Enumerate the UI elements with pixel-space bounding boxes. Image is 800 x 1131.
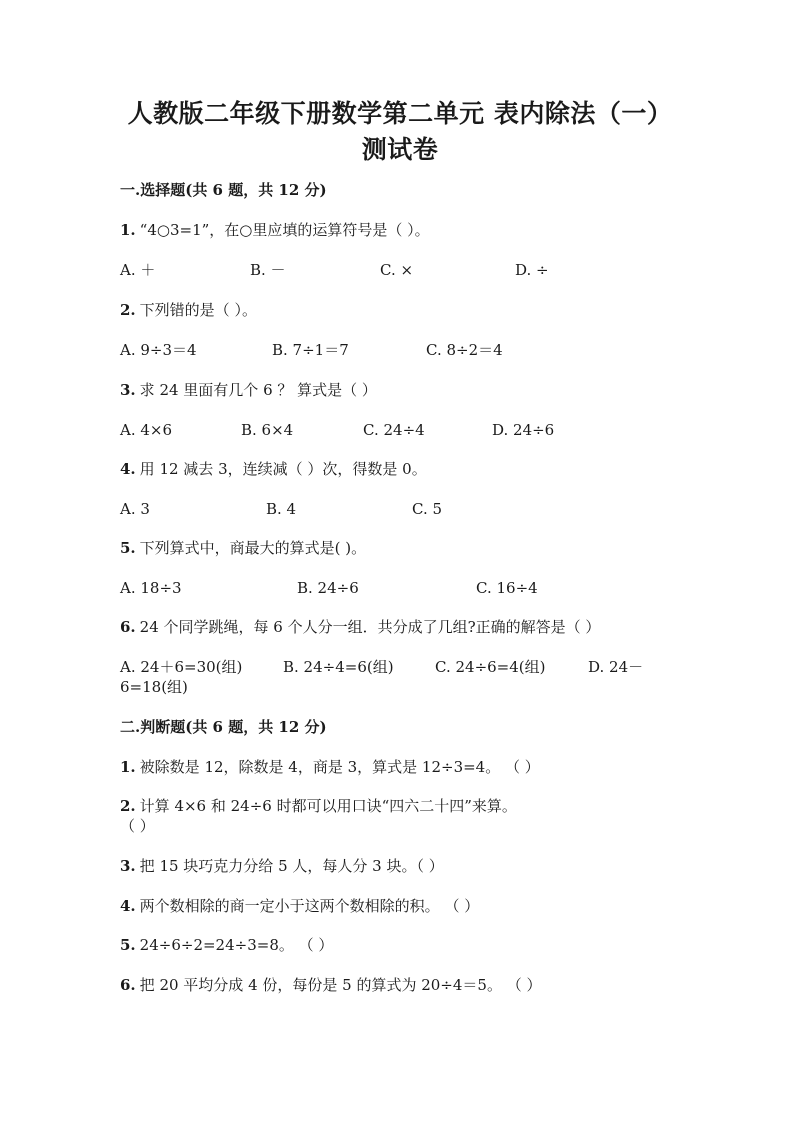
option-d: D. 24－ (588, 658, 644, 676)
option-b: B. 24÷6 (297, 579, 359, 597)
judgment-2 (120, 797, 517, 815)
question-text: 24 个同学跳绳，每 6 个人分一组．共分成了几组?正确的解答是（ ） (139, 618, 601, 636)
option-d-continued: 6=18(组) (120, 678, 188, 696)
judgment-3 (120, 857, 444, 875)
option-c: C. 5 (412, 500, 443, 518)
page-title: 人教版二年级下册数学第二单元 表内除法（一） (127, 99, 673, 128)
option-c: C. 24÷4 (363, 421, 425, 439)
question-number: 5. (120, 936, 136, 954)
question-text: 被除数是 12，除数是 4，商是 3，算式是 12÷3=4。 （ ） (139, 758, 540, 776)
section-header-judgment: 二.判断题(共 6 题，共 12 分) (120, 718, 327, 736)
option-d: D. 24÷6 (492, 421, 555, 439)
question-number: 1. (120, 758, 136, 776)
question-text: “4○3=1”，在○里应填的运算符号是（ ）。 (139, 221, 430, 239)
page-subtitle: 测试卷 (361, 135, 439, 164)
option-c: C. × (380, 261, 414, 279)
option-b: B. 4 (266, 500, 297, 518)
question-5 (120, 539, 366, 557)
section-header-choice: 一.选择题(共 6 题，共 12 分) (120, 181, 327, 199)
option-a: A. 9÷3＝4 (120, 341, 197, 359)
option-a: A. 24＋6=30(组) (120, 658, 243, 676)
question-3 (120, 381, 377, 399)
question-text: 用 12 减去 3，连续减（ ）次，得数是 0。 (139, 460, 427, 478)
question-text: 下列错的是（ ）。 (139, 301, 257, 319)
question-number: 6. (120, 976, 136, 994)
option-d: D. ÷ (515, 261, 549, 279)
question-text: 24÷6÷2=24÷3=8。 （ ） (139, 936, 334, 954)
question-4 (120, 460, 427, 478)
question-number: 1. (120, 221, 136, 239)
option-b: B. 7÷1＝7 (272, 341, 349, 359)
judgment-4 (120, 897, 479, 915)
question-number: 6. (120, 618, 136, 636)
question-number: 4. (120, 460, 136, 478)
question-number: 5. (120, 539, 136, 557)
question-number: 2. (120, 301, 136, 319)
option-b: B. 6×4 (241, 421, 294, 439)
judgment-6 (120, 976, 542, 994)
option-a: A. 4×6 (120, 421, 173, 439)
option-c: C. 24÷6=4(组) (435, 658, 546, 676)
question-1 (120, 221, 430, 239)
question-text: 求 24 里面有几个 6 ？ 算式是（ ） (139, 381, 377, 399)
question-6 (120, 618, 600, 636)
question-text: 下列算式中，商最大的算式是( )。 (139, 539, 367, 557)
question-number: 2. (120, 797, 136, 815)
judgment-2-answer-blank: （ ） (120, 817, 155, 835)
question-text: 把 20 平均分成 4 份，每份是 5 的算式为 20÷4＝5。 （ ） (139, 976, 542, 994)
question-text: 计算 4×6 和 24÷6 时都可以用口诀“四六二十四”来算。 (139, 797, 517, 815)
option-c: C. 16÷4 (476, 579, 538, 597)
question-2 (120, 301, 257, 319)
judgment-1 (120, 758, 540, 776)
question-number: 3. (120, 857, 136, 875)
option-a: A. ＋ (120, 261, 156, 279)
option-a: A. 3 (120, 500, 150, 518)
question-number: 4. (120, 897, 136, 915)
question-text: 把 15 块巧克力分给 5 人，每人分 3 块。（ ） (139, 857, 444, 875)
judgment-5 (120, 936, 333, 954)
option-a: A. 18÷3 (120, 579, 182, 597)
option-b: B. 24÷4=6(组) (283, 658, 394, 676)
option-b: B. － (250, 261, 286, 279)
option-c: C. 8÷2＝4 (426, 341, 503, 359)
question-number: 3. (120, 381, 136, 399)
question-text: 两个数相除的商一定小于这两个数相除的积。 （ ） (139, 897, 480, 915)
